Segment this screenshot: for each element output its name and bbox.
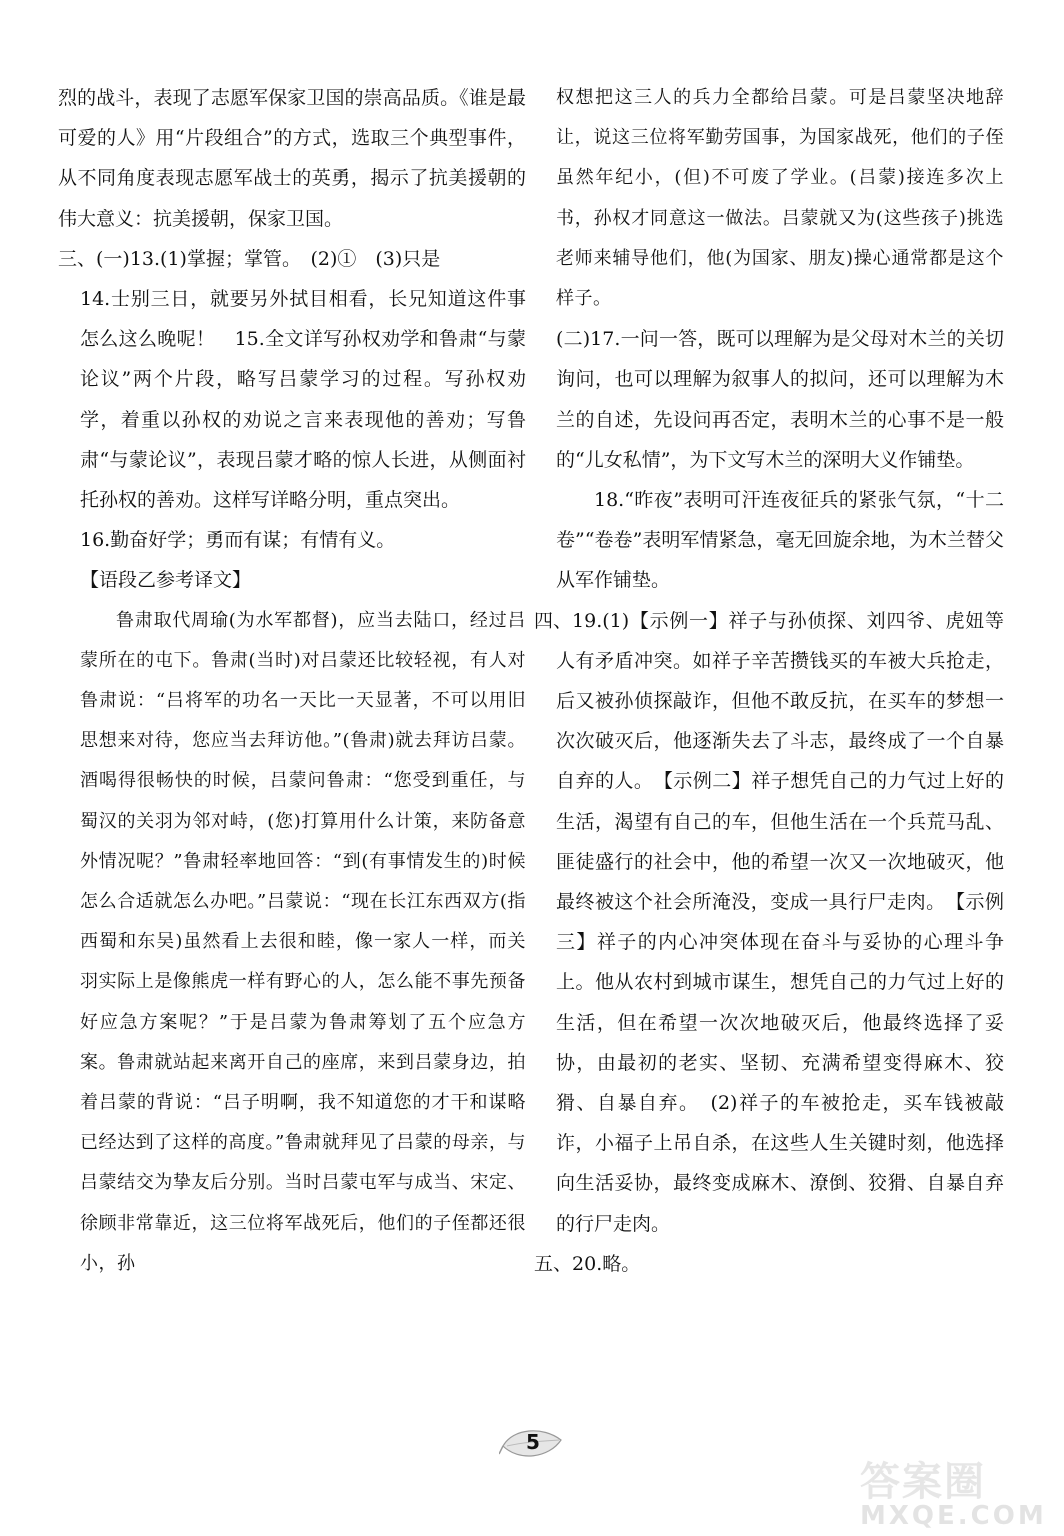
left-column bbox=[58, 78, 526, 1284]
answer-q17: (二)17.一问一答，既可以理解为是父母对木兰的关切询问，也可以理解为叙事人的拟问，还可以理解为木兰的自述，先设问再否定，表明木兰的心事不是一般的“儿女私情”，为下文写木兰的深明大义作铺垫。 bbox=[556, 328, 1004, 471]
answer-text: 19.(1)【示例一】祥子与孙侦探、刘四爷、虎妞等人有矛盾冲突。如祥子辛苦攒钱买的车被大兵抢走，后又被孙侦探敲诈，但他不敢反抗，在买车的梦想一次次破灭后，他逐渐失去了斗志，最终成了一个自暴自弃的人。 【示例二】祥子想凭自己的力气过上好的生活，渴望有自己的车，但他生活在一个兵荒马乱、匪徒盛行的社会中，他的希望一次又一次地破灭，他最终被这个社会所淹没，变成一具行尸走肉。 【示例三】祥子的内心冲突体现在奋斗与妥协的心理斗争上。他从农村到城市谋生，想凭自己的力气过上好的生活，但在希望一次次地破灭后，他最终选择了妥协，由最初的老实、坚韧、充满希望变得麻木、狡猾、自暴自弃。 (2)祥子的车被抢走，买车钱被敲诈，小福子上吊自杀，在这些人生关键时刻，他选择向生活妥协，最终变成麻木、潦倒、狡猾、自暴自弃的行尸走肉。 bbox=[556, 609, 1004, 1235]
translation-heading: 【语段乙参考译文】 bbox=[80, 569, 252, 592]
section-label: 五、 bbox=[534, 1252, 573, 1275]
answer-q18: 18.“昨夜”表明可汗连夜征兵的紧张气氛，“十二卷”“卷卷”表明军情紧急，毫无回旋余地，为木兰替父从军作铺垫。 bbox=[556, 489, 1004, 592]
translation-continuation: 权想把这三人的兵力全都给吕蒙。可是吕蒙坚决地辞让，说这三位将军勤劳国事，为国家战死，他们的子侄虽然年纪小，(但)不可废了学业。(吕蒙)接连多次上书，孙权才同意这一做法。吕蒙就又为(这些孩子)挑选老师来辅导他们，他(为国家、朋友)操心通常都是这个样子。 bbox=[556, 87, 1004, 310]
translation-text: 鲁肃取代周瑜(为水军都督)，应当去陆口，经过吕蒙所在的屯下。鲁肃(当时)对吕蒙还比较轻视，有人对鲁肃说：“吕将军的功名一天比一天显著，不可以用旧思想来对待，您应当去拜访他。”(鲁肃)就去拜访吕蒙。酒喝得很畅快的时候，吕蒙问鲁肃：“您受到重任，与蜀汉的关羽为邻对峙，(您)打算用什么计策，来防备意外情况呢？”鲁肃轻率地回答：“到(有事情发生的)时候怎么合适就怎么办吧。”吕蒙说：“现在长江东西双方(指西蜀和东吴)虽然看上去很和睦，像一家人一样，而关羽实际上是像熊虎一样有野心的人，怎么能不事先预备好应急方案呢？”于是吕蒙为鲁肃筹划了五个应急方案。鲁肃就站起来离开自己的座席，来到吕蒙身边，拍着吕蒙的背说：“吕子明啊，我不知道您的才干和谋略已经达到了这样的高度。”鲁肃就拜见了吕蒙的母亲，与吕蒙结交为挚友后分别。当时吕蒙屯军与成当、宋定、徐顾非常靠近，这三位将军战死后，他们的子侄都还很小，孙 bbox=[80, 609, 526, 1274]
section-label: 四、 bbox=[534, 609, 573, 632]
section-five-q20 bbox=[534, 1244, 1004, 1284]
watermark-top: 答案圈 bbox=[860, 1459, 986, 1505]
answer-q14-q15: 14.士别三日，就要另外拭目相看，长兄知道这件事怎么这么晚呢！ 15.全文详写孙权劝学和鲁肃“与蒙论议”两个片段，略写吕蒙学习的过程。写孙权劝学，着重以孙权的劝说之言来表现他的善劝；写鲁肃“与蒙论议”，表现吕蒙才略的惊人长进，从侧面衬托孙权的善劝。这样写详略分明，重点突出。 bbox=[80, 288, 526, 512]
answer-text: (一)13.(1)掌握；掌管。 (2)① (3)只是 bbox=[96, 247, 441, 270]
section-four-q19 bbox=[534, 601, 1004, 1244]
watermark-bottom: MXQE.COM bbox=[860, 1501, 1047, 1531]
answer-q16: 16.勤奋好学；勇而有谋；有情有义。 bbox=[80, 529, 396, 552]
leaf-icon bbox=[499, 1424, 565, 1464]
right-column bbox=[534, 78, 1004, 1284]
section-three-q13 bbox=[58, 239, 526, 279]
section-label: 三、 bbox=[58, 247, 97, 270]
answer-continuation: 烈的战斗，表现了志愿军保家卫国的崇高品质。《谁是最可爱的人》用“片段组合”的方式，选取三个典型事件，从不同角度表现志愿军战士的英勇，揭示了抗美援朝的伟大意义：抗美援朝，保家卫国。 bbox=[58, 87, 526, 230]
page-number: 5 bbox=[526, 1430, 540, 1454]
watermark-logo bbox=[860, 1450, 1050, 1530]
answer-text: 20.略。 bbox=[572, 1252, 641, 1275]
